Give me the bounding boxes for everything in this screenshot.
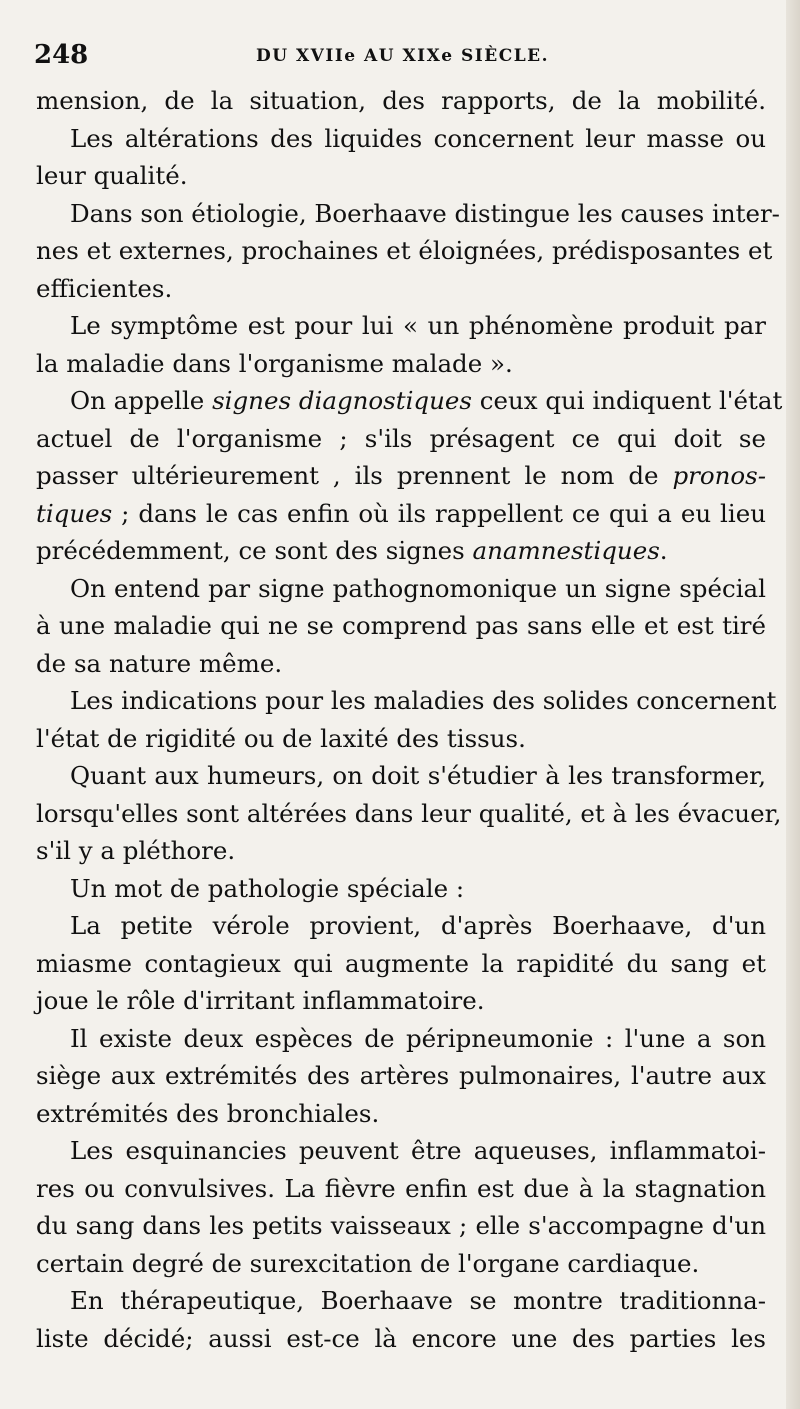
text-line: Les indications pour les maladies des solides concernent: [70, 686, 777, 715]
text-line: lorsqu'elles sont altérées dans leur qualité, et à les évacuer,: [36, 798, 782, 828]
text-line: certain degré de surexcitation de l'organe cardiaque.: [36, 1248, 700, 1278]
text-line: à une maladie qui ne se comprend pas sans elle et est tiré: [36, 611, 766, 640]
body-text: [36, 82, 783, 1357]
text-line: leur qualité.: [36, 161, 188, 190]
text-run: ceux qui indiquent l'état: [471, 386, 783, 415]
italic-term: anamnestiques: [472, 536, 660, 565]
page-edge-shadow: [786, 0, 800, 1409]
text-line: la maladie dans l'organisme malade ».: [36, 348, 513, 378]
text-line: de sa nature même.: [36, 648, 283, 678]
text-line: Les altérations des liquides concernent leur masse ou: [70, 123, 766, 153]
text-line: Quant aux humeurs, on doit s'étudier à les transformer,: [70, 761, 766, 790]
text-line: Dans son étiologie, Boerhaave distingue les causes inter-: [70, 198, 780, 228]
text-line: La petite vérole provient, d'après Boerhaave, d'un: [70, 911, 766, 940]
text-line: En thérapeutique, Boerhaave se montre traditionna-: [70, 1286, 766, 1315]
text-line: liste décidé; aussi est-ce là encore une des parties les: [36, 1323, 766, 1353]
text-line: extrémités des bronchiales.: [36, 1098, 380, 1128]
text-run: On appelle: [70, 386, 213, 415]
text-line: miasme contagieux qui augmente la rapidité du sang et: [36, 948, 766, 978]
text-line: [36, 457, 766, 495]
text-line: On entend par signe pathognomonique un signe spécial: [70, 573, 766, 603]
page-number: 248: [34, 40, 89, 70]
text-line: [36, 495, 766, 533]
text-run: précédemment, ce sont des signes: [36, 536, 473, 565]
text-run: ; dans le cas enfin où ils rappellent ce qui a eu lieu: [112, 498, 766, 528]
text-line: actuel de l'organisme ; s'ils présagent ce qui doit se: [36, 423, 766, 453]
text-line: du sang dans les petits vaisseaux ; elle s'accompagne d'un: [36, 1211, 766, 1240]
text-line: efficientes.: [36, 273, 173, 303]
text-line: l'état de rigidité ou de laxité des tissus.: [36, 723, 526, 753]
italic-term: pronos-: [672, 461, 766, 490]
text-line: siège aux extrémités des artères pulmonaires, l'autre aux: [36, 1061, 766, 1090]
page-header: [34, 40, 774, 76]
running-title: DU XVIIe AU XIXe SIÈCLE.: [256, 46, 550, 66]
text-line: [36, 382, 783, 420]
text-line: nes et externes, prochaines et éloignées, prédisposantes et: [36, 236, 773, 265]
text-line: mension, de la situation, des rapports, de la mobilité.: [36, 86, 766, 115]
text-line: Le symptôme est pour lui « un phénomène produit par: [70, 311, 766, 340]
text-line: [36, 532, 766, 570]
italic-term: signes diagnostiques: [212, 386, 472, 415]
text-line: Les esquinancies peuvent être aqueuses, inflammatoi-: [70, 1136, 766, 1165]
text-line: Un mot de pathologie spéciale :: [70, 873, 465, 903]
text-run: .: [659, 536, 668, 565]
text-line: Il existe deux espèces de péripneumonie : l'une a son: [70, 1023, 766, 1053]
text-line: s'il y a pléthore.: [36, 836, 236, 865]
text-line: res ou convulsives. La fièvre enfin est due à la stagnation: [36, 1173, 766, 1203]
italic-term: tiques: [36, 498, 113, 528]
text-line: joue le rôle d'irritant inflammatoire.: [36, 986, 485, 1015]
text-run: passer ultérieurement , ils prennent le nom de: [36, 461, 673, 490]
